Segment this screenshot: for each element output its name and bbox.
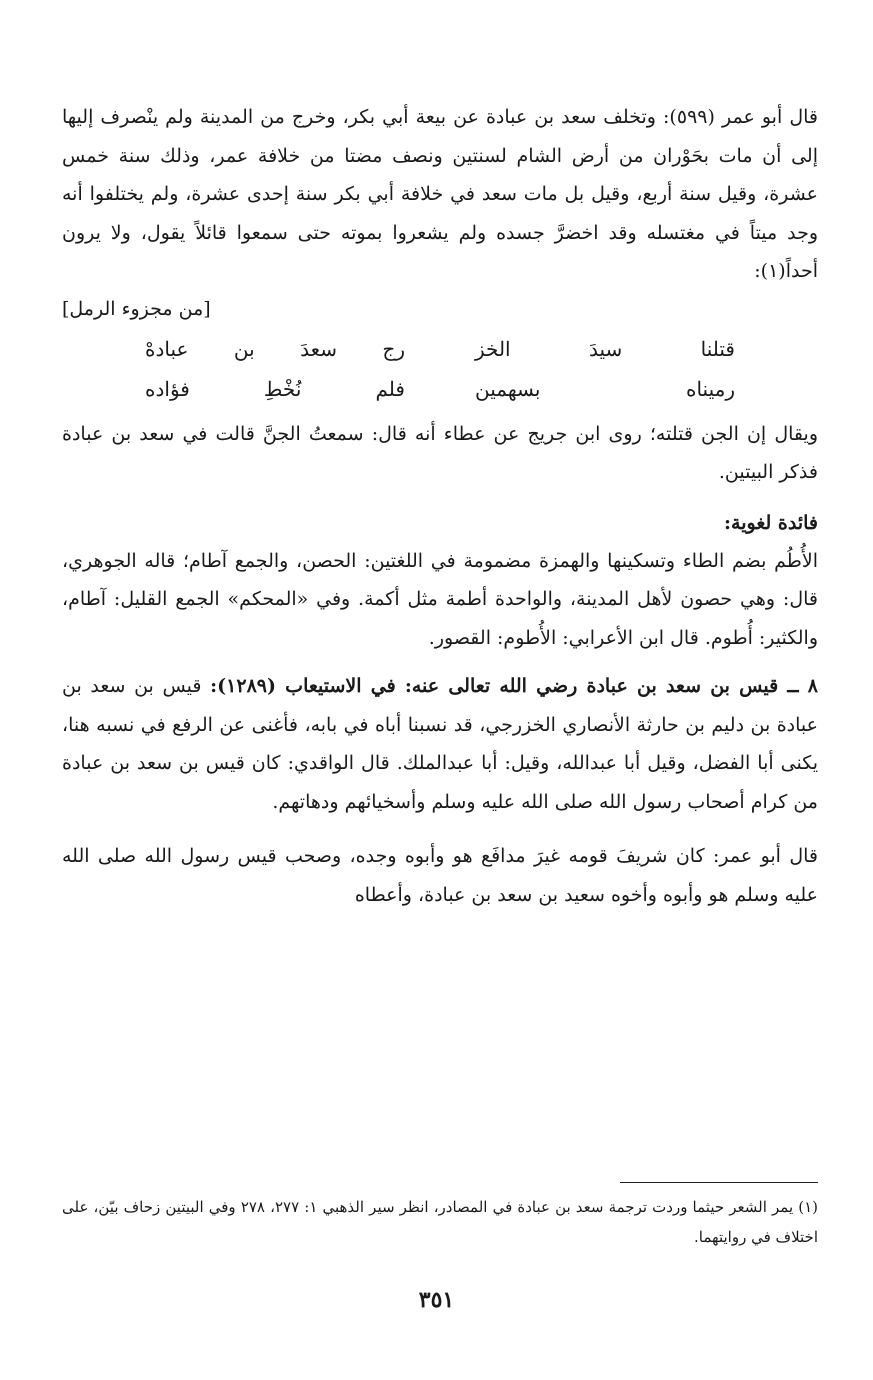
meter-text: [من مجزوء الرمل]: [62, 297, 211, 320]
page-body: [62, 98, 818, 914]
poem-verses: [62, 329, 818, 409]
paragraph-abu-umar-qays: قال أبو عمر: كان شريفَ قومه غيرَ مدافَع هو وأبوه وجده، وصحب قيس رسول الله صلى الله عليه وسلم هو وأبوه وأخوه سعيد بن سعد بن عبادة، وأعطاه: [62, 845, 818, 906]
verse-line-1: [62, 329, 818, 369]
verse-1-first-hemistich: قتلنا سيدَ الخز: [475, 336, 735, 361]
entry-body-qays: قيس بن سعد بن عبادة بن دليم بن حارثة الأنصاري الخزرجي، قد نسبنا أباه في بابه، فأغنى عن الرفع في نسبه هنا، يكنى أبا الفضل، وقيل أبا عبدالله، وقيل: أبا عبدالملك. قال الواقدي: كان قيس بن سعد بن عبادة من كرام أصحاب رسول الله صلى الله عليه وسلم وأسخيائهم ودهاتهم.: [62, 675, 818, 813]
poem-meter-label: [62, 291, 818, 327]
entry-heading-qays: ٨ ــ قيس بن سعد بن عبادة رضي الله تعالى عنه: في الاستيعاب (١٢٨٩):: [210, 675, 818, 697]
paragraph-qays: [62, 667, 818, 821]
verse-2-second-hemistich: فلم نُخْطِ فؤاده: [145, 376, 405, 401]
paragraph-atum: الأُطُم بضم الطاء وتسكينها والهمزة مضمومة في اللغتين: الحصن، والجمع آطام؛ قاله الجوهري، قال: وهي حصون لأهل المدينة، والواحدة أطمة مثل أكمة. وفي «المحكم» الجمع القليل: آطام، والكثير: أُطوم. قال ابن الأعرابي: الأُطوم: القصور.: [62, 549, 818, 649]
verse-1-second-hemistich: رج سعدَ بن عبادهْ: [145, 336, 405, 361]
verse-line-2: [62, 369, 818, 409]
paragraph-jinn: ويقال إن الجن قتلته؛ روى ابن جريج عن عطاء أنه قال: سمعتُ الجنَّ قالت في سعد بن عبادة فذكر البيتين.: [62, 422, 818, 483]
footnote-divider: [620, 1182, 818, 1183]
paragraph-abu-umar-saad: قال أبو عمر (٥٩٩): وتخلف سعد بن عبادة عن بيعة أبي بكر، وخرج من المدينة ولم ينْصرف إليها إلى أن مات بحَوْران من أرض الشام لسنتين ونصف مضتا من خلافة عمر، وذلك سنة خمس عشرة، وقيل سنة أربع، وقيل بل مات سعد في خلافة أبي بكر سنة إحدى عشرة، ولم يختلفوا أنه وجد ميتاً في مغتسله وقد اخضرَّ جسده ولم يشعروا بموته حتى سمعوا قائلاً يقول، ولا يرون أحداً(١):: [62, 106, 818, 282]
section-title-linguistic-note: فائدة لغوية:: [724, 511, 818, 534]
footnote: (١) يمر الشعر حيثما وردت ترجمة سعد بن عبادة في المصادر، انظر سير الذهبي ١: ٢٧٧، ٢٧٨ وفي البيتين زحاف بيّن، على اختلاف في روايتهما.: [62, 1198, 819, 1246]
page-number: ٣٥١: [418, 1287, 455, 1313]
verse-2-first-hemistich: رميناه بسهمين: [475, 376, 735, 401]
